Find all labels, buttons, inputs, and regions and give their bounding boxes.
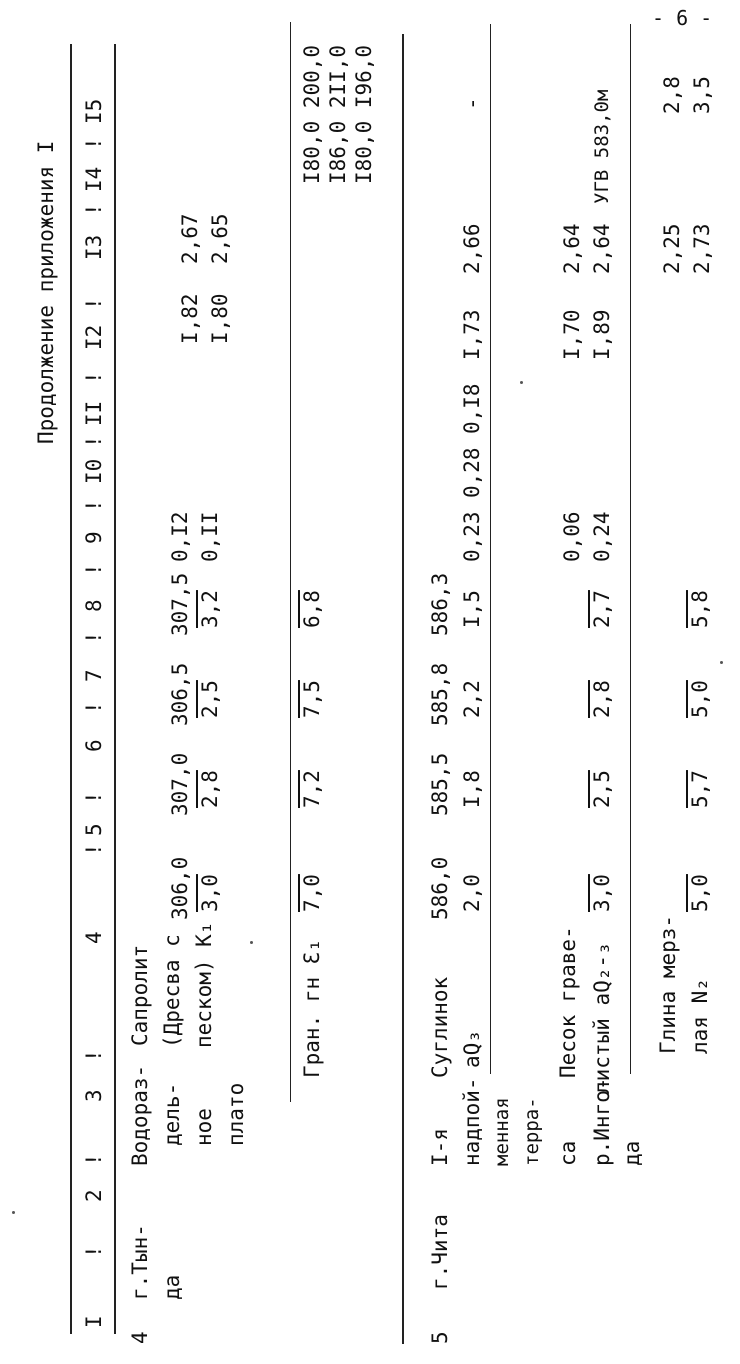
cell-15: 2,8 (660, 76, 684, 114)
cell-12: I,80 (208, 293, 232, 344)
groundwater-level: УГВ 583,0м (591, 89, 613, 204)
relief-line: дель- (160, 1082, 184, 1146)
relief-line: са (556, 1140, 580, 1166)
cell-9: 0,I2 (168, 511, 192, 562)
elevation-value: 307,0 (168, 752, 192, 816)
header-cell: 7 (82, 669, 106, 682)
relief-line: плато (224, 1082, 248, 1146)
header-cell: 9 (82, 531, 106, 544)
cell-9: 0,06 (560, 511, 584, 562)
header-sep: ! (82, 1049, 106, 1062)
cell-9: 0,II (198, 511, 222, 562)
elevation-value: 306,5 (168, 662, 192, 726)
granite-label: Гран. гн Ɛ₁ (300, 938, 324, 1078)
sand-value: 2,5 (590, 770, 614, 808)
place-line: да (160, 1274, 184, 1300)
elevation-value: 306,0 (168, 856, 192, 920)
elevation-value: 307,5 (168, 572, 192, 636)
header-cell: I4 (82, 166, 106, 192)
depth-value: 2,0 (460, 874, 484, 912)
sand-value: 2,8 (590, 680, 614, 718)
elevation-value: 586,0 (428, 856, 452, 920)
soil-line: листый aQ₂-₃ (590, 942, 614, 1094)
soil-line: (Дресва с (160, 934, 184, 1048)
cell-13: 2,66 (460, 223, 484, 274)
depth-value: 3,0 (198, 874, 222, 912)
header-sep: ! (82, 1153, 106, 1166)
cell-13: 2,25 (660, 223, 684, 274)
place-line: г.Чита (428, 1214, 452, 1290)
cell-13: 2,73 (690, 223, 714, 274)
cell-13: 2,67 (178, 213, 202, 264)
cell-12: I,82 (178, 293, 202, 344)
depth-value: I,8 (460, 770, 484, 808)
header-cell: I5 (82, 98, 106, 124)
soil-line: Песок граве- (556, 926, 580, 1078)
header-sep: ! (82, 1245, 106, 1258)
header-cell: I3 (82, 234, 106, 260)
header-sep: ! (82, 843, 106, 856)
header-sep: ! (82, 371, 106, 384)
scan-speck (12, 1211, 15, 1214)
header-cell: 8 (82, 599, 106, 612)
header-cell: I (82, 1315, 106, 1328)
header-cell: 2 (82, 1189, 106, 1202)
header-top-rule (70, 44, 72, 1334)
cell-10: 0,28 (460, 447, 484, 498)
relief-line: надпой- (460, 1077, 484, 1166)
relief-line: да (620, 1140, 644, 1166)
cell-13: 2,64 (560, 223, 584, 274)
depth-value: 2,5 (198, 680, 222, 718)
place-line: г.Тын- (128, 1224, 152, 1300)
depth-value: 2,8 (198, 770, 222, 808)
relief-line: терра- (521, 1097, 543, 1166)
table-title: Продолжение приложения I (34, 140, 58, 444)
clay-value: 5,8 (688, 590, 712, 628)
header-sep: ! (82, 791, 106, 804)
header-sep: ! (82, 701, 106, 714)
soil-line: песком) K₁ (192, 921, 216, 1048)
relief-line: I-я (428, 1128, 452, 1166)
scan-speck (250, 941, 253, 944)
header-sep: ! (82, 499, 106, 512)
row-divider (630, 24, 631, 1074)
header-sep: ! (82, 563, 106, 576)
header-cell: 6 (82, 739, 106, 752)
cell-9: 0,24 (590, 511, 614, 562)
header-cell: I0 (82, 458, 106, 484)
cell-11: 0,I8 (460, 383, 484, 434)
cell-13: 2,65 (208, 213, 232, 264)
relief-line: ное (192, 1108, 216, 1146)
granite-value: 6,8 (300, 590, 324, 628)
header-sep: ! (82, 297, 106, 310)
relief-line: Водораз- (128, 1064, 152, 1166)
soil-line: лая N₂ (688, 978, 712, 1054)
granite-value: 7,2 (300, 770, 324, 808)
clay-value: 5,0 (688, 680, 712, 718)
cell-15: - (460, 97, 484, 110)
depth-value: 2,2 (460, 680, 484, 718)
depth-value: 3,2 (198, 590, 222, 628)
depth-value: I,5 (460, 590, 484, 628)
header-cell: 4 (82, 931, 106, 944)
clay-value: 5,0 (688, 874, 712, 912)
row-divider (290, 22, 291, 1102)
sand-value: 3,0 (590, 874, 614, 912)
cell-15: 3,5 (690, 76, 714, 114)
cell-15: I80,0 I96,0 (352, 44, 376, 184)
cell-9: 0,23 (460, 511, 484, 562)
header-sep: ! (82, 203, 106, 216)
cell-12: I,70 (560, 309, 584, 360)
row-divider (402, 34, 404, 1344)
row-number: 4 (128, 1331, 152, 1344)
scan-speck (720, 661, 723, 664)
elevation-value: 585,8 (428, 662, 452, 726)
header-sep: ! (82, 137, 106, 150)
header-sep: ! (82, 631, 106, 644)
header-cell: 3 (82, 1089, 106, 1102)
header-bottom-rule (114, 44, 116, 1334)
soil-line: aQ₃ (460, 1030, 484, 1068)
header-cell: II (82, 400, 106, 426)
soil-line: Суглинок (428, 976, 452, 1078)
relief-line: менная (491, 1097, 513, 1166)
soil-line: Глина мерз- (656, 914, 680, 1054)
cell-15: I80,0 200,0 (300, 44, 324, 184)
row-number: 5 (428, 1331, 452, 1344)
clay-value: 5,7 (688, 770, 712, 808)
sand-value: 2,7 (590, 590, 614, 628)
elevation-value: 585,5 (428, 752, 452, 816)
soil-line: Сапролит (128, 944, 152, 1046)
cell-15: I86,0 2II,0 (326, 44, 350, 184)
row-divider (490, 24, 491, 1074)
granite-value: 7,5 (300, 680, 324, 718)
granite-value: 7,0 (300, 874, 324, 912)
elevation-value: 586,3 (428, 572, 452, 636)
header-sep: ! (82, 435, 106, 448)
page-number: - 6 - (652, 6, 713, 30)
header-cell: 5 (82, 823, 106, 836)
cell-12: I,89 (590, 309, 614, 360)
cell-12: I,73 (460, 309, 484, 360)
relief-line: р.Инго- (590, 1077, 614, 1166)
cell-13: 2,64 (590, 223, 614, 274)
scan-speck (520, 381, 523, 384)
header-cell: I2 (82, 324, 106, 350)
